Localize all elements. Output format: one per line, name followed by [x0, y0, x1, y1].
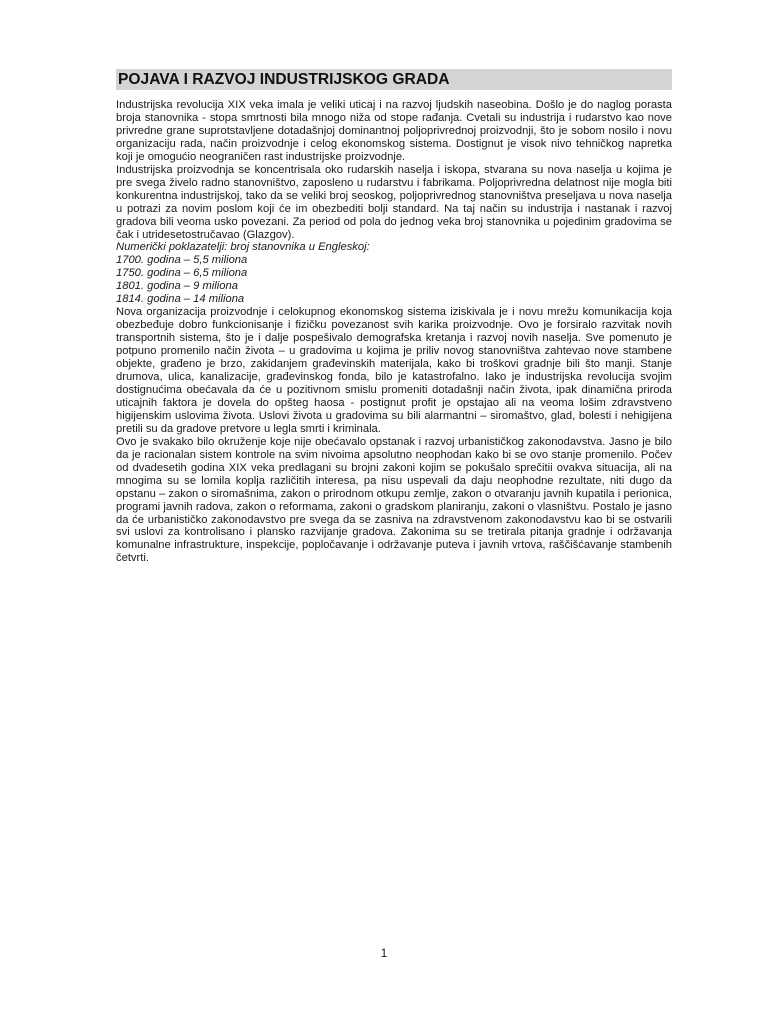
document-title: POJAVA I RAZVOJ INDUSTRIJSKOG GRADA — [118, 70, 450, 88]
stats-item: 1700. godina – 5,5 miliona — [116, 254, 248, 267]
page-number: 1 — [380, 946, 388, 960]
stats-item: 1814. godina – 14 miliona — [116, 293, 245, 306]
paragraph-industrial-production: Industrijska proizvodnja se koncentrisala oko rudarskih naselja i iskopa, stvarana su nova naselja u kojima je pre svega živelo radno stanovništvo, zaposleno u rudarstvu i fabrikama. Poljoprivredna delatnost nije mogla biti konkurentna industrijskoj, tako da se veliki broj seoskog, poljoprivrednog stanovništva preseljava u nova naselja u potrazi za novim poslom koji će im obezbediti bolji standard. Na taj način su industrija i nastanak i razvoj gradova bili veoma usko povezani. Za period od pola do jednog veka broj stanovnika u pojedinim gradovima se čak i utridesetostručavao (Glazgov). — [116, 163, 672, 241]
paragraph-communications: Nova organizacija proizvodnje i celokupnog ekonomskog sistema iziskivala je i novu mrežu komunikacija koja obezbeđuje dobro funkcionisanje i fizičku povezanost svih karika proizvodnje. Ovo je forsiralo razvitak novih transportnih sistema, što je i dalje pospešivalo demografska kretanja i razvoj novih naselja. Sve pomenuto je potpuno promenilo način života – u gradovima u kojima je priliv novog stanovništva zahtevao nove stambene objekte, građeno je brzo, zakidanjem građevinskih materijala, kako bi troškovi gradnje bili što manji. Stanje drumova, ulica, kanalizacije, građevinskog fonda, bilo je katastrofalno. Iako je industrijska revolucija svojim dostignućima obećavala da će u pozitivnom smislu promeniti dotadašnji način života, ipak dinamična priroda uticajnih faktora je dovela do opšteg haosa - postignut profit je opstajao ali na veoma lošim zdravstveno higijenskim uslovima života. Uslovi života u gradovima su bili alarmantni – siromaštvo, glad, bolesti i nehigijena pretili su da gradove pretvore u legla smrti i kriminala. — [116, 306, 672, 435]
stats-item: 1801. godina – 9 miliona — [116, 280, 238, 293]
stats-item: 1750. godina – 6,5 miliona — [116, 267, 248, 280]
document-page — [116, 69, 672, 565]
title-bar — [116, 69, 672, 90]
stats-heading: Numerički poklazatelji: broj stanovnika u Engleskoj: — [116, 241, 370, 254]
paragraph-legislation: Ovo je svakako bilo okruženje koje nije obećavalo opstanak i razvoj urbanističkog zakonodavstva. Jasno je bilo da je racionalan sistem kontrole na svim nivoima apsolutno neophodan kako bi se ovo stanje promenilo. Počev od dvadesetih godina XIX veka predlagani su brojni zakoni kojim se pokušalo sprečitii ovakva situacija, ali na mnogima su se lomila koplja različitih interesa, pa nisu uspevali da daju neophodne rezultate, niti dugo da opstanu – zakon o siromašnima, zakon o prirodnom otkupu zemlje, zakon o otvaranju javnih kupatila i perionica, programi javnih radova, zakon o reformama, zakoni o gradskom planiranju, zakoni o vlasništvu. Postalo je jasno da će urbanističko zakonodavstvo pre svega da se zasniva na zdravstvenom zakonodavstvu kao bi se ostvarili svi uslovi za kontrolisano i plansko razvijanje gradova. Zakonima su se tretirala pitanja gradnje i održavanja komunalne infrastrukture, inspekcije, popločavanje i održavanje puteva i javnih vrtova, raščišćavanje stambenih četvrti. — [116, 435, 672, 565]
population-stats — [116, 241, 672, 306]
document-body — [116, 99, 672, 565]
paragraph-intro: Industrijska revolucija XIX veka imala je veliki uticaj i na razvoj ljudskih naseobina. Došlo je do naglog porasta broja stanovnika - stopa smrtnosti bila mnogo niža od stope rađanja. Cvetali su industrija i rudarstvo kao nove privredne grane suprotstavljene dotadašnjoj dominantnoj poljoprivrednoj proizvodnji, što je sobom nosilo i novu organizaciju rada, način proizvodnje i celog ekonomskog sistema. Dostignut je visok nivo tehničkog napretka koji je omogućio neograničen rast industrijske proizvodnje. — [116, 99, 672, 163]
